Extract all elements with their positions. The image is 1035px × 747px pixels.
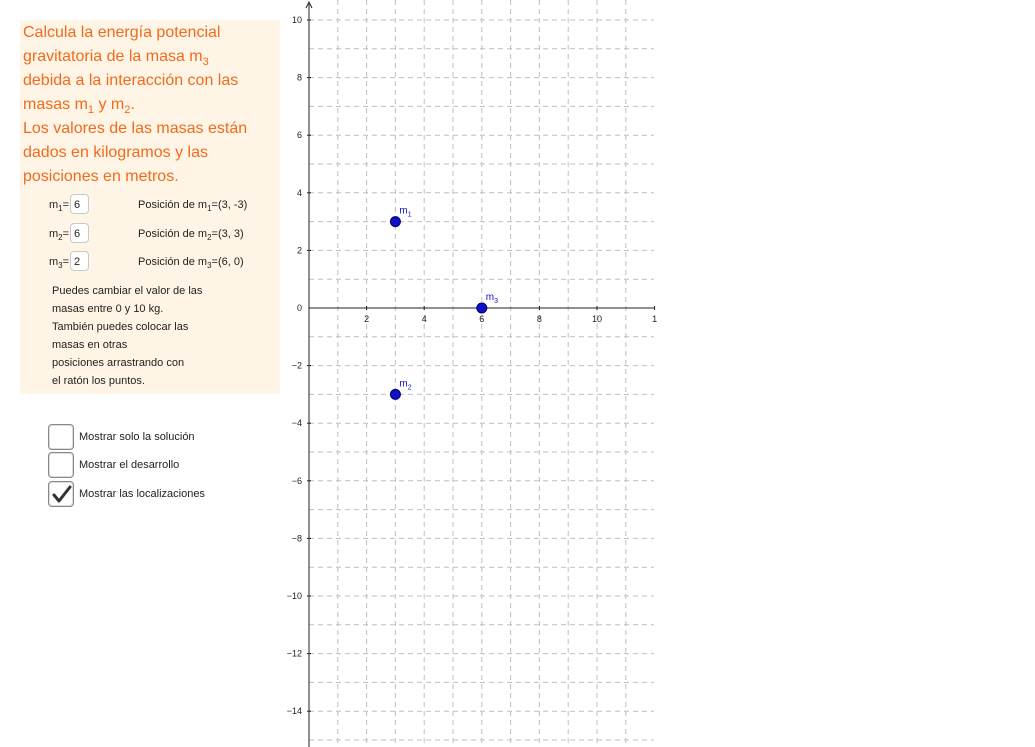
y-tick-label: 6	[296, 130, 302, 141]
x-tick-label: 4	[421, 314, 427, 324]
problem-line-2: gravitatoria de la masa $m_3$	[23, 48, 209, 68]
note-line-2: masas entre 0 y 10 kg.	[52, 303, 164, 315]
y-tick-label: −2	[291, 360, 302, 371]
note-line-3: También puedes colocar las	[52, 321, 189, 333]
checkbox-label: Mostrar las localizaciones	[79, 488, 205, 500]
y-tick-label: −8	[291, 533, 302, 544]
x-tick-label: 6	[479, 314, 485, 324]
x-tick-label: 10	[591, 314, 603, 324]
mass-3-input[interactable]: 2	[70, 251, 89, 271]
note-line-1: Puedes cambiar el valor de las	[52, 285, 203, 297]
problem-line-6: dados en kilogramos y las	[23, 144, 208, 161]
mass-point-label: $m_2$	[399, 378, 412, 392]
mass-point-m1[interactable]	[390, 217, 400, 227]
axes	[306, 2, 658, 747]
checkbox-box[interactable]	[48, 424, 74, 450]
note-line-4: masas en otras	[52, 339, 128, 351]
checkmark-icon	[51, 485, 73, 505]
problem-line-7: posiciones en metros.	[23, 168, 179, 185]
problem-line-5: Los valores de las masas están	[23, 120, 248, 137]
mass-1-position: Posición de $m_1=(3$, -3)	[138, 199, 248, 213]
mass-point-m3[interactable]	[477, 303, 487, 313]
mass-label: $m_1=$	[49, 199, 70, 213]
mass-label: $m_3=$	[49, 256, 70, 270]
y-tick-label: 10	[291, 15, 302, 25]
y-tick-label: −6	[291, 475, 302, 486]
note-line-6: el ratón los puntos.	[52, 375, 145, 387]
mass-point-m2[interactable]	[390, 389, 400, 399]
checkbox-box[interactable]	[48, 481, 74, 507]
problem-line-4: masas $m_1$ y $m_2$.	[23, 96, 135, 116]
y-tick-label: −12	[286, 648, 302, 659]
x-tick-label: 1	[652, 314, 658, 324]
coordinate-graph[interactable]	[280, 0, 660, 747]
mass-point-label: $m_3$	[485, 292, 499, 305]
mass-1-input[interactable]: 6	[70, 194, 89, 214]
y-tick-label: 4	[296, 187, 302, 198]
mass-point-label: $m_1$	[399, 205, 412, 219]
mass-label: $m_2=$	[49, 228, 70, 242]
mass-2-input[interactable]: 6	[70, 223, 89, 243]
x-tick-label: 8	[536, 314, 542, 324]
checkbox-label: Mostrar el desarrollo	[79, 459, 180, 471]
y-tick-label: 8	[296, 72, 302, 83]
x-tick-label: 2	[364, 314, 370, 324]
y-tick-label: 2	[296, 245, 302, 256]
mass-3-position: Posición de $m_3=(6$, 0)	[138, 256, 244, 270]
y-tick-label: −4	[291, 418, 302, 429]
grid-lines	[309, 0, 654, 747]
checkbox-label: Mostrar solo la solución	[79, 431, 195, 443]
mass-2-position: Posición de $m_2=(3$, 3)	[138, 228, 244, 242]
note-line-5: posiciones arrastrando con	[52, 357, 185, 369]
problem-line-1: Calcula la energía potencial	[23, 24, 221, 41]
y-tick-label: −14	[286, 706, 302, 717]
problem-line-3: debida a la interacción con las	[23, 72, 239, 89]
y-tick-label: −10	[286, 591, 302, 601]
y-tick-label: 0	[296, 303, 302, 313]
checkbox-box[interactable]	[48, 452, 74, 478]
